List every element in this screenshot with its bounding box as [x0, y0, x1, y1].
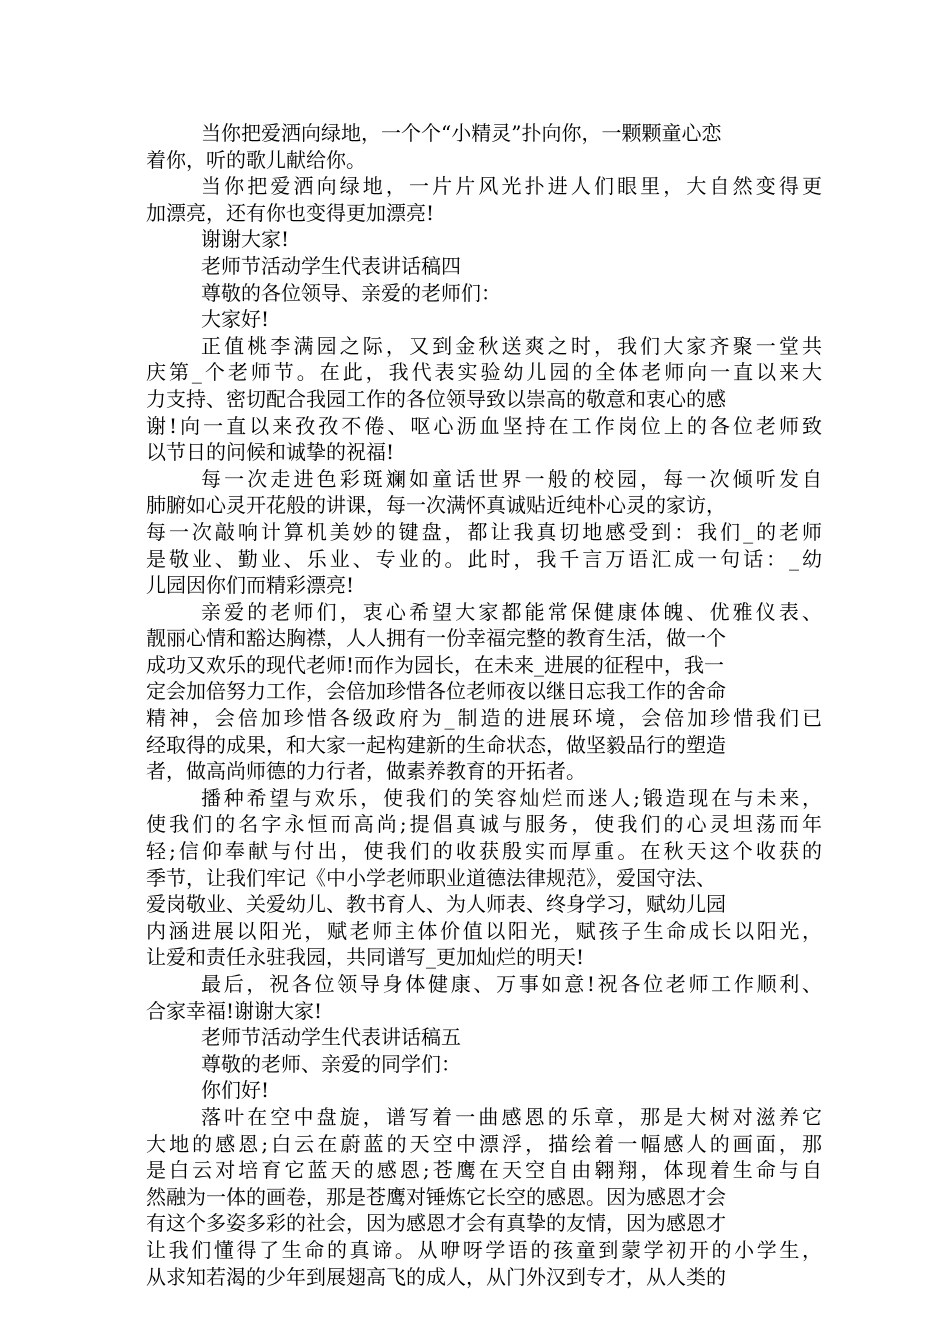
text-line: 合家幸福!谢谢大家! [146, 998, 323, 1023]
text-line: 谢!向一直以来孜孜不倦、呕心沥血坚持在工作岗位上的各位老师致 [146, 413, 826, 438]
text-line: 者，做高尚师德的力行者，做素养教育的开拓者。 [146, 759, 586, 784]
text-line: 靓丽心情和豁达胸襟，人人拥有一份幸福完整的教育生活，做一个 [146, 626, 726, 651]
text-line: 亲爱的老师们，衷心希望大家都能常保健康体魄、优雅仪表、 [201, 599, 826, 624]
text-line: 落叶在空中盘旋，谱写着一曲感恩的乐章，那是大树对滋养它 [201, 1104, 826, 1129]
text-line: 以节日的问候和诚挚的祝福! [146, 440, 395, 465]
text-line: 从求知若渴的少年到展翅高飞的成人，从门外汉到专才，从人类的 [146, 1264, 726, 1289]
text-line: 加漂亮，还有你也变得更加漂亮! [146, 200, 435, 225]
text-line: 大家好! [201, 307, 270, 332]
text-line: 当你把爱洒向绿地，一片片风光扑进人们眼里，大自然变得更 [201, 174, 826, 199]
text-line: 有这个多姿多彩的社会，因为感恩才会有真挚的友情，因为感恩才 [146, 1211, 726, 1236]
text-line: 是白云对培育它蓝天的感恩;苍鹰在天空自由翱翔，体现着生命与自 [146, 1158, 826, 1183]
text-line: 当你把爱洒向绿地，一个个“小精灵”扑向你，一颗颗童心恋 [201, 121, 722, 145]
text-line: 经取得的成果，和大家一起构建新的生命状态，做坚毅品行的塑造 [146, 732, 726, 757]
text-line: 着你，听的歌儿献给你。 [146, 147, 366, 172]
text-line: 尊敬的老师、亲爱的同学们： [201, 1051, 461, 1076]
text-line: 力支持、密切配合我园工作的各位领导致以崇高的敬意和衷心的感 [146, 386, 726, 411]
text-line: 爱岗敬业、关爱幼儿、教书育人、为人师表、终身学习，赋幼儿园 [146, 892, 726, 917]
text-line: 谢谢大家! [201, 227, 290, 252]
text-line: 庆第_个老师节。在此，我代表实验幼儿园的全体老师向一直以来大 [146, 360, 825, 385]
text-line: 老师节活动学生代表讲话稿五 [201, 1025, 461, 1050]
text-line: 定会加倍努力工作，会倍加珍惜各位老师夜以继日忘我工作的舍命 [146, 679, 726, 704]
text-line: 轻;信仰奉献与付出，使我们的收获殷实而厚重。在秋天这个收获的 [146, 839, 826, 864]
text-line: 最后，祝各位领导身体健康、万事如意!祝各位老师工作顺利、 [201, 972, 825, 996]
text-line: 让爱和责任永驻我园，共同谱写_更加灿烂的明天! [146, 945, 585, 970]
text-line: 每一次敲响计算机美妙的键盘，都让我真切地感受到：我们_的老师 [146, 519, 825, 544]
text-line: 精神，会倍加珍惜各级政府为_制造的进展环境，会倍加珍惜我们已 [146, 706, 825, 731]
text-line: 尊敬的各位领导、亲爱的老师们： [201, 280, 501, 305]
text-line: 大地的感恩;白云在蔚蓝的天空中漂浮，描绘着一幅感人的画面，那 [146, 1131, 826, 1156]
text-line: 然融为一体的画卷，那是苍鹰对锤炼它长空的感恩。因为感恩才会 [146, 1184, 726, 1209]
text-line: 成功又欢乐的现代老师!而作为园长，在未来_进展的征程中，我一 [146, 652, 725, 677]
text-line: 使我们的名字永恒而高尚;提倡真诚与服务，使我们的心灵坦荡而年 [146, 812, 826, 837]
text-line: 每一次走进色彩斑斓如童话世界一般的校园，每一次倾听发自 [201, 466, 826, 491]
text-line: 你们好! [201, 1078, 270, 1103]
text-line: 季节，让我们牢记《中小学老师职业道德法律规范》，爱国守法、 [146, 865, 716, 890]
text-line: 是敬业、勤业、乐业、专业的。此时，我千言万语汇成一句话：_幼 [146, 546, 825, 571]
text-line: 正值桃李满园之际，又到金秋送爽之时，我们大家齐聚一堂共 [201, 333, 826, 358]
text-line: 儿园因你们而精彩漂亮! [146, 573, 355, 598]
text-line: 老师节活动学生代表讲话稿四 [201, 253, 461, 278]
text-line: 播种希望与欢乐，使我们的笑容灿烂而迷人;锻造现在与未来， [201, 785, 825, 810]
text-line: 内涵进展以阳光，赋老师主体价值以阳光，赋孩子生命成长以阳光， [146, 918, 825, 943]
document-page [146, 120, 826, 1290]
text-line: 让我们懂得了生命的真谛。从咿呀学语的孩童到蒙学初开的小学生， [146, 1237, 825, 1262]
text-line: 肺腑如心灵开花般的讲课，每一次满怀真诚贴近纯朴心灵的家访， [146, 493, 726, 518]
